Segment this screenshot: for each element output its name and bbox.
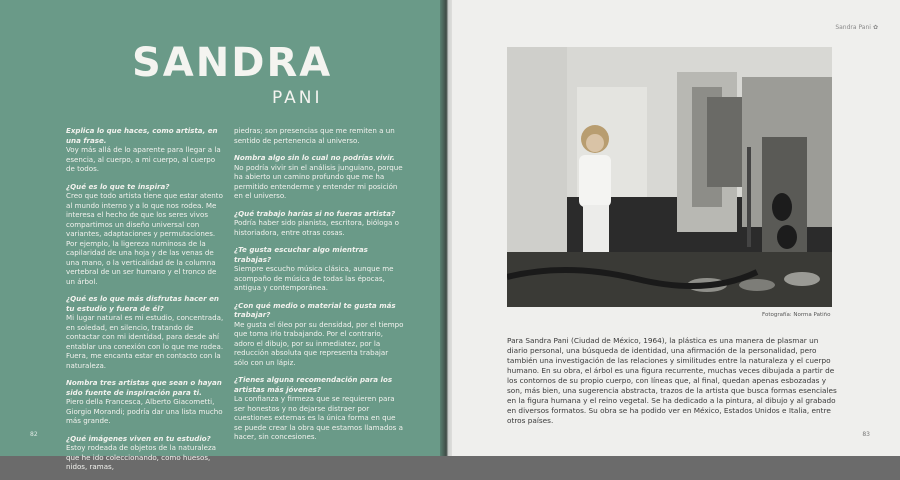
answer: Me gusta el óleo por su densidad, por el tiempo que toma irlo trabajando. Por el contrario, adoro el dibujo, por su inmediatez, por la reducción absoluta que representa trabajar sólo con un lápiz. [234, 319, 404, 367]
answer: La confianza y firmeza que se requieren para ser honestos y no dejarse distraer por cuestiones externas es la única forma en que se puede crear la obra que estamos llamados a hacer, sin concesiones. [234, 394, 403, 441]
answer: Piero della Francesca, Alberto Giacometti, Giorgio Morandi; podría dar una lista mucho más grande. [66, 397, 223, 425]
answer: Estoy rodeada de objetos de la naturaleza que he ido coleccionando, como huesos, nidos, ramas, [66, 443, 217, 471]
photo-credit: Fotografía: Norma Patiño [762, 312, 831, 318]
answer: Mi lugar natural es mi estudio, concentrada, en soledad, en silencio, tratando de contactar con mi identidad, para desde ahí entablar una conexión con lo que me rodea. Fuera, me encanta estar en contacto con la naturaleza. [66, 313, 224, 370]
running-header-text: Sandra Pani [835, 24, 871, 31]
question: ¿Qué imágenes viven en tu estudio? [66, 433, 211, 443]
interview-column-1 [66, 126, 226, 480]
artist-first-name: SANDRA [132, 40, 333, 86]
answer: Podría haber sido pianista, escritora, bióloga o historiadora, entre otras cosas. [234, 218, 399, 237]
page-number-left: 82 [30, 431, 38, 438]
answer: Siempre escucho música clásica, aunque me acompaño de música de todas las épocas, antigua y contemporánea. [234, 264, 394, 292]
question: ¿Qué es lo que más disfrutas hacer en tu estudio y fuera de él? [66, 294, 219, 313]
right-page [452, 0, 900, 456]
answer: Voy más allá de lo aparente para llegar a la esencia, al cuerpo, a mi cuerpo, al cuerpo de todos. [66, 145, 221, 173]
artist-last-name: PANI [272, 88, 323, 108]
running-header [835, 24, 878, 31]
answer: Creo que todo artista tiene que estar atento al mundo interno y a lo que nos rodea. Me interesa el hecho de que los seres vivos compartimos un diseño universal con variantes, adaptaciones y permutaciones. Por ejemplo, la ligereza numinosa de la capilaridad de una hoja y de las venas de una mano, o la verticalidad de la columna vertebral de un ser humano y el tronco de un árbol. [66, 191, 223, 286]
question: ¿Qué es lo que te inspira? [66, 181, 170, 191]
page-number-right: 83 [862, 431, 870, 438]
left-page [0, 0, 448, 471]
question: Nombra tres artistas que sean o hayan sido fuente de inspiración para ti. [66, 378, 222, 397]
question: ¿Con qué medio o material te gusta más trabajar? [234, 300, 396, 319]
question: ¿Qué trabajo harías si no fueras artista? [234, 208, 396, 218]
answer: No podría vivir sin el análisis junguiano, porque ha abierto un camino profundo que me ha permitido entenderme y entender mi posición en el universo. [234, 162, 403, 200]
question: Explica lo que haces, como artista, en una frase. [66, 126, 218, 145]
question: ¿Te gusta escuchar algo mientras trabajas? [234, 245, 368, 264]
answer: piedras; son presencias que me remiten a un sentido de pertenencia al universo. [234, 126, 395, 145]
question: Nombra algo sin lo cual no podrías vivir. [234, 153, 395, 162]
question: ¿Tienes alguna recomendación para los artistas más jóvenes? [234, 375, 393, 394]
artist-photo [507, 47, 832, 307]
studio-photo-illustration [507, 47, 832, 307]
artist-bio: Para Sandra Pani (Ciudad de México, 1964), la plástica es una manera de plasmar un diario personal, una búsqueda de identidad, una afirmación de la personalidad, pero también una investigación de las relaciones y similitudes entre la naturaleza y el cuerpo humano. En su obra, el árbol es una figura recurrente, muchas veces dibujada a partir de los contornos de su propio cuerpo, con líneas que, al final, quedan apenas esbozadas y son, más bien, una sugerencia abstracta, trazos de la artista que busca formas esenciales en la figura humana y el reino vegetal. Se ha dedicado a la pintura, al dibujo y al grabado en diversos formatos. Su obra se ha podido ver en México, Estados Unidos e Italia, entre otros países. [507, 336, 837, 425]
flower-icon: ✿ [872, 24, 878, 31]
interview-column-2 [234, 126, 404, 450]
